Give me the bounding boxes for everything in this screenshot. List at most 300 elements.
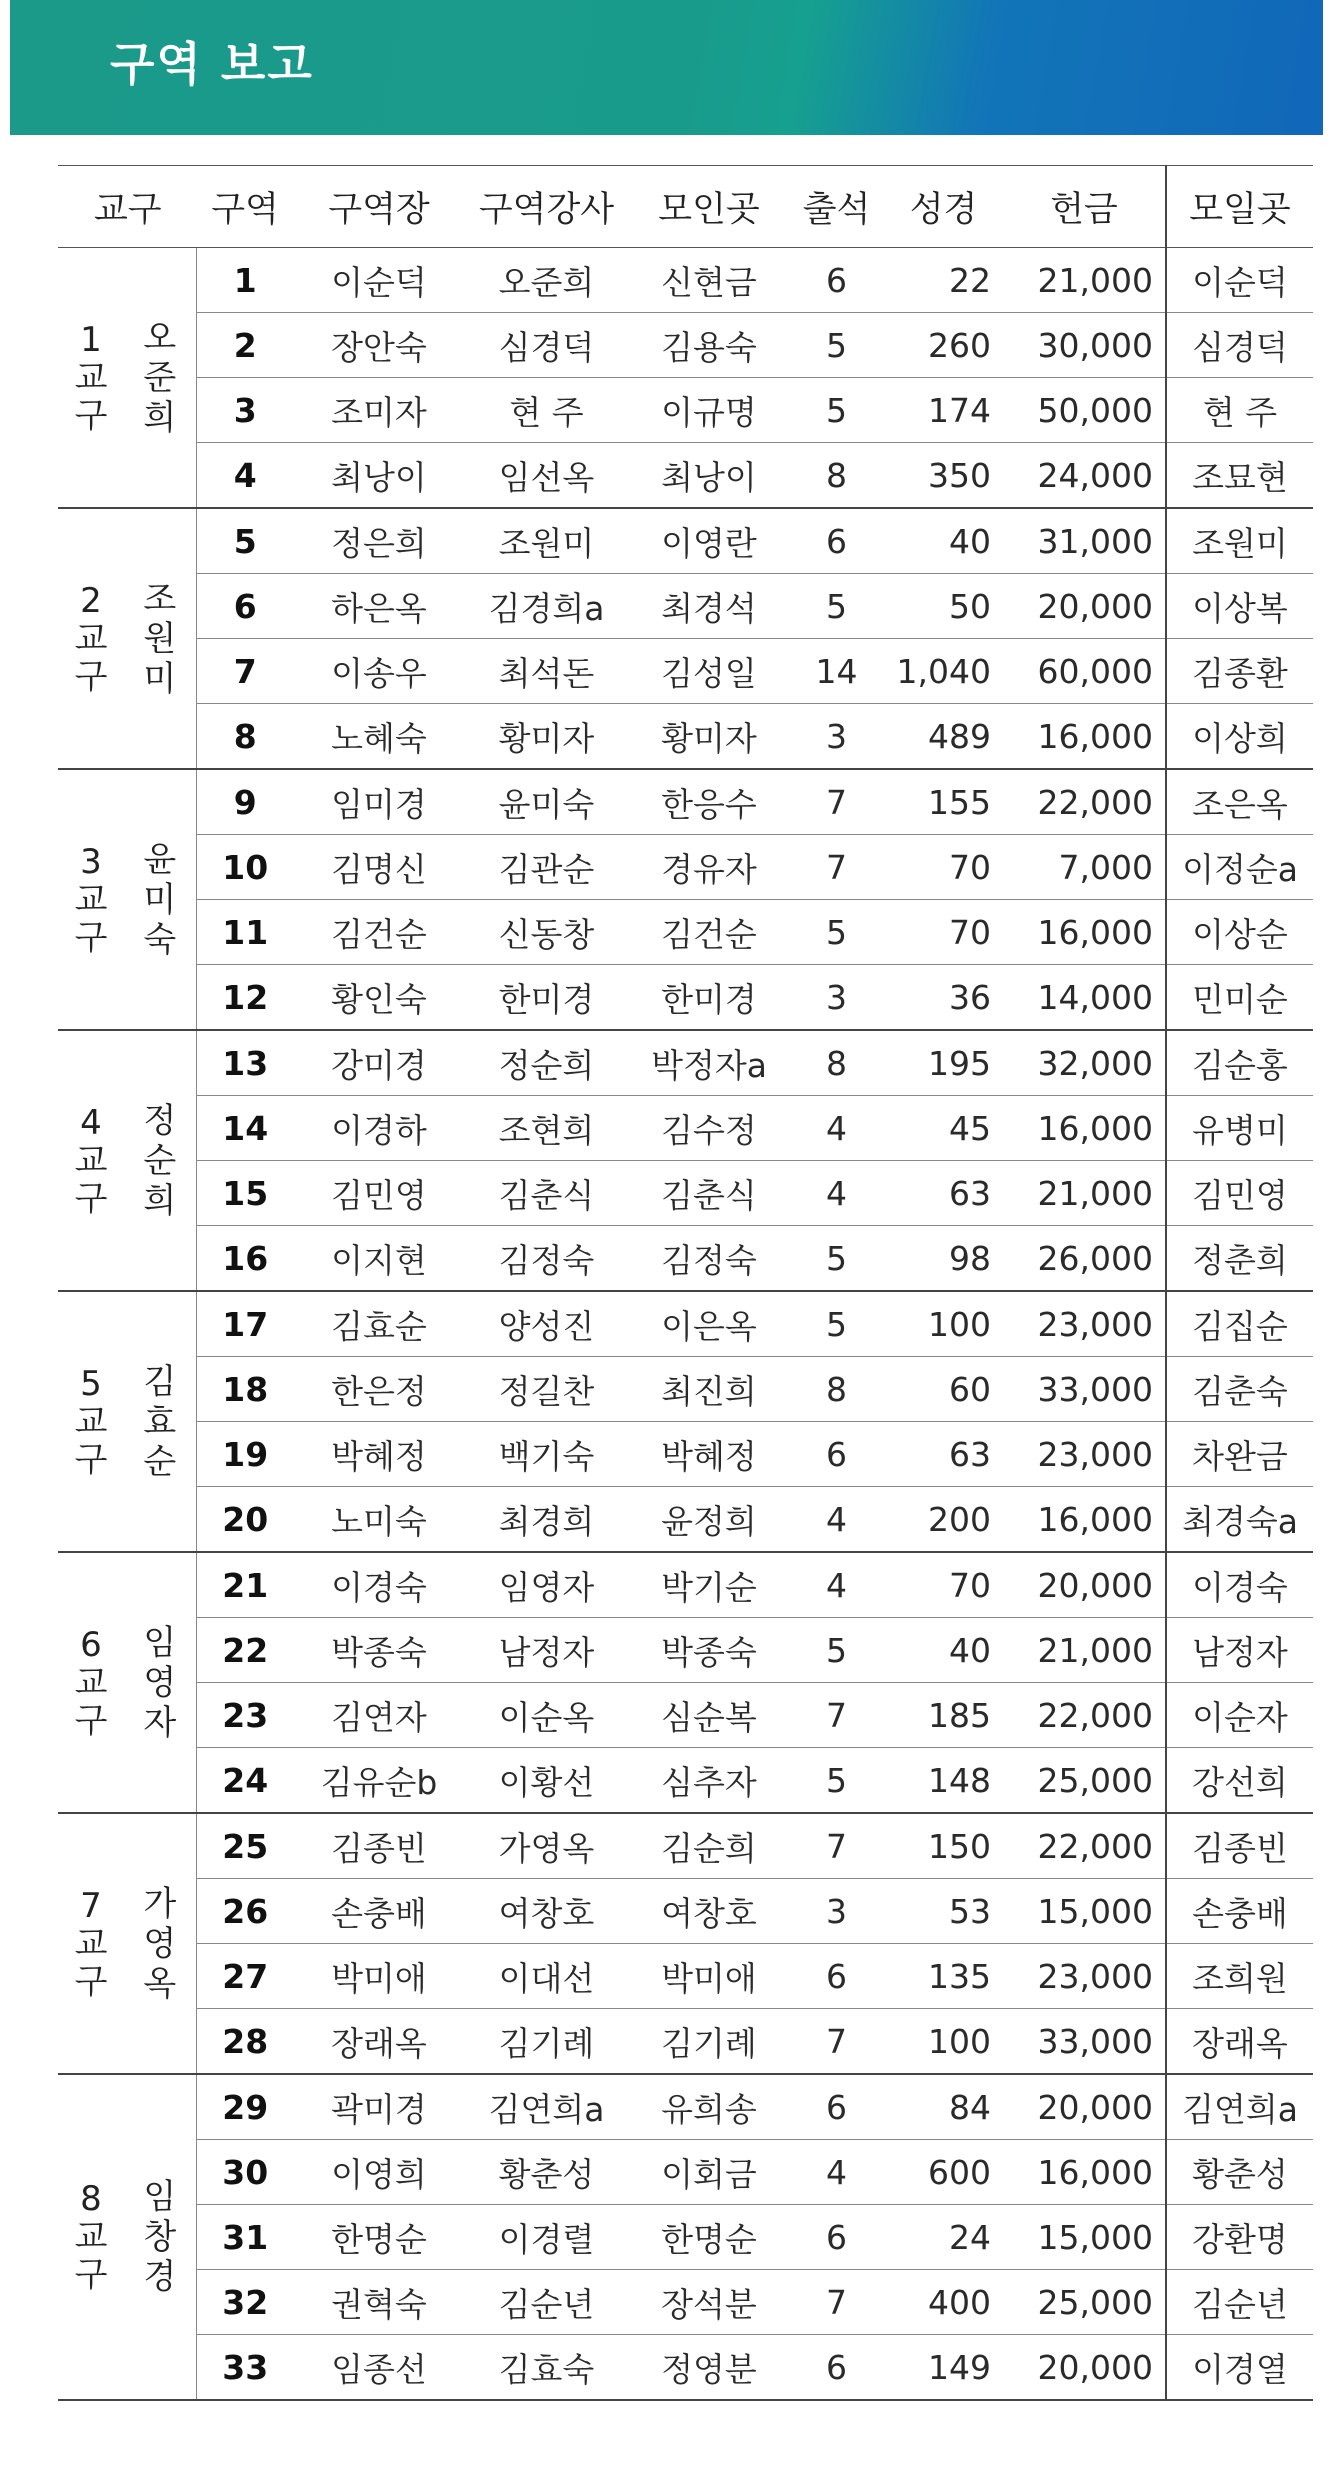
next-place: 이상순 <box>1166 900 1313 965</box>
teacher: 조현희 <box>464 1096 629 1161</box>
table-header <box>58 166 1313 248</box>
next-place: 이순덕 <box>1166 248 1313 313</box>
parish-name: 4 교 구 <box>74 1102 108 1219</box>
bible-count: 40 <box>884 1618 1003 1683</box>
offering: 20,000 <box>1003 574 1166 639</box>
table-row <box>58 1357 1313 1422</box>
next-place: 민미순 <box>1166 965 1313 1031</box>
district-number: 30 <box>196 2140 294 2205</box>
district-number: 29 <box>196 2074 294 2140</box>
parish-label <box>58 769 124 1030</box>
table-row <box>58 965 1313 1031</box>
table-row <box>58 2074 1313 2140</box>
teacher: 정길찬 <box>464 1357 629 1422</box>
district-number: 23 <box>196 1683 294 1748</box>
parish-name: 5 교 구 <box>74 1363 108 1480</box>
column-header-district: 구역 <box>196 166 294 248</box>
offering: 15,000 <box>1003 1879 1166 1944</box>
offering: 20,000 <box>1003 1552 1166 1618</box>
attendance: 5 <box>789 313 884 378</box>
teacher: 임영자 <box>464 1552 629 1618</box>
next-place: 최경숙a <box>1166 1487 1313 1553</box>
district-leader: 김건순 <box>294 900 464 965</box>
bible-count: 70 <box>884 900 1003 965</box>
teacher: 김관순 <box>464 835 629 900</box>
teacher: 오준희 <box>464 248 629 313</box>
district-leader: 박미애 <box>294 1944 464 2009</box>
district-number: 11 <box>196 900 294 965</box>
district-leader: 임미경 <box>294 769 464 835</box>
table-row <box>58 1096 1313 1161</box>
district-leader: 이경숙 <box>294 1552 464 1618</box>
teacher: 이황선 <box>464 1748 629 1814</box>
teacher: 윤미숙 <box>464 769 629 835</box>
district-leader: 조미자 <box>294 378 464 443</box>
attendance: 5 <box>789 378 884 443</box>
page-title: 구역 보고 <box>110 37 314 91</box>
district-number: 32 <box>196 2270 294 2335</box>
bible-count: 100 <box>884 1291 1003 1357</box>
district-number: 17 <box>196 1291 294 1357</box>
bible-count: 195 <box>884 1030 1003 1096</box>
meeting-place: 김춘식 <box>629 1161 789 1226</box>
district-number: 26 <box>196 1879 294 1944</box>
bible-count: 53 <box>884 1879 1003 1944</box>
parish-label <box>58 1552 124 1813</box>
parish-label <box>58 2074 124 2400</box>
parish-leader-name: 임 창 경 <box>143 2177 177 2297</box>
meeting-place: 이은옥 <box>629 1291 789 1357</box>
offering: 22,000 <box>1003 1813 1166 1879</box>
parish-label <box>58 508 124 769</box>
next-place: 장래옥 <box>1166 2009 1313 2075</box>
district-leader: 강미경 <box>294 1030 464 1096</box>
offering: 26,000 <box>1003 1226 1166 1292</box>
parish-label <box>58 1291 124 1552</box>
bible-count: 185 <box>884 1683 1003 1748</box>
meeting-place: 박정자a <box>629 1030 789 1096</box>
next-place: 심경덕 <box>1166 313 1313 378</box>
table-row <box>58 835 1313 900</box>
district-number: 10 <box>196 835 294 900</box>
meeting-place: 경유자 <box>629 835 789 900</box>
district-number: 33 <box>196 2335 294 2401</box>
attendance: 7 <box>789 1683 884 1748</box>
meeting-place: 박혜정 <box>629 1422 789 1487</box>
table-row <box>58 1944 1313 2009</box>
attendance: 8 <box>789 443 884 509</box>
district-leader: 장래옥 <box>294 2009 464 2075</box>
district-leader: 노혜숙 <box>294 704 464 770</box>
parish-leader-name: 정 순 희 <box>143 1100 177 1221</box>
attendance: 3 <box>789 704 884 770</box>
table-row <box>58 1487 1313 1553</box>
district-leader: 하은옥 <box>294 574 464 639</box>
meeting-place: 이규명 <box>629 378 789 443</box>
column-header-meeting-place: 모인곳 <box>629 166 789 248</box>
bible-count: 1,040 <box>884 639 1003 704</box>
table-row <box>58 1552 1313 1618</box>
bible-count: 400 <box>884 2270 1003 2335</box>
parish-leader <box>124 1552 196 1813</box>
meeting-place: 최진희 <box>629 1357 789 1422</box>
next-place: 조원미 <box>1166 508 1313 574</box>
teacher: 심경덕 <box>464 313 629 378</box>
teacher: 양성진 <box>464 1291 629 1357</box>
table-row <box>58 1030 1313 1096</box>
attendance: 6 <box>789 248 884 313</box>
teacher: 김순년 <box>464 2270 629 2335</box>
teacher: 김기례 <box>464 2009 629 2075</box>
table-row <box>58 1683 1313 1748</box>
column-header-district-leader: 구역장 <box>294 166 464 248</box>
attendance: 8 <box>789 1357 884 1422</box>
district-report-table <box>58 165 1313 2401</box>
teacher: 김춘식 <box>464 1161 629 1226</box>
next-place: 손충배 <box>1166 1879 1313 1944</box>
table-row <box>58 639 1313 704</box>
teacher: 정순희 <box>464 1030 629 1096</box>
meeting-place: 박기순 <box>629 1552 789 1618</box>
next-place: 조은옥 <box>1166 769 1313 835</box>
offering: 50,000 <box>1003 378 1166 443</box>
next-place: 김종환 <box>1166 639 1313 704</box>
bible-count: 489 <box>884 704 1003 770</box>
district-leader: 임종선 <box>294 2335 464 2401</box>
table-row <box>58 1291 1313 1357</box>
next-place: 이정순a <box>1166 835 1313 900</box>
bible-count: 100 <box>884 2009 1003 2075</box>
attendance: 6 <box>789 508 884 574</box>
offering: 16,000 <box>1003 704 1166 770</box>
meeting-place: 한미경 <box>629 965 789 1031</box>
next-place: 강환명 <box>1166 2205 1313 2270</box>
offering: 21,000 <box>1003 248 1166 313</box>
bible-count: 45 <box>884 1096 1003 1161</box>
district-number: 6 <box>196 574 294 639</box>
column-header-parish: 교구 <box>58 166 196 248</box>
next-place: 김연희a <box>1166 2074 1313 2140</box>
attendance: 6 <box>789 1422 884 1487</box>
bible-count: 70 <box>884 1552 1003 1618</box>
next-place: 이상희 <box>1166 704 1313 770</box>
meeting-place: 이영란 <box>629 508 789 574</box>
meeting-place: 유희송 <box>629 2074 789 2140</box>
parish-name: 1 교 구 <box>74 319 108 436</box>
teacher: 한미경 <box>464 965 629 1031</box>
district-leader: 황인숙 <box>294 965 464 1031</box>
offering: 20,000 <box>1003 2074 1166 2140</box>
bible-count: 150 <box>884 1813 1003 1879</box>
attendance: 7 <box>789 835 884 900</box>
table-row <box>58 2205 1313 2270</box>
next-place: 황춘성 <box>1166 2140 1313 2205</box>
next-place: 김순년 <box>1166 2270 1313 2335</box>
attendance: 6 <box>789 2335 884 2401</box>
offering: 25,000 <box>1003 1748 1166 1814</box>
bible-count: 174 <box>884 378 1003 443</box>
next-place: 차완금 <box>1166 1422 1313 1487</box>
teacher: 이대선 <box>464 1944 629 2009</box>
offering: 30,000 <box>1003 313 1166 378</box>
bible-count: 60 <box>884 1357 1003 1422</box>
attendance: 3 <box>789 1879 884 1944</box>
table-row <box>58 2270 1313 2335</box>
bible-count: 600 <box>884 2140 1003 2205</box>
attendance: 5 <box>789 1226 884 1292</box>
district-leader: 최낭이 <box>294 443 464 509</box>
district-leader: 노미숙 <box>294 1487 464 1553</box>
district-leader: 이경하 <box>294 1096 464 1161</box>
teacher: 황춘성 <box>464 2140 629 2205</box>
district-number: 15 <box>196 1161 294 1226</box>
bible-count: 63 <box>884 1161 1003 1226</box>
meeting-place: 김수정 <box>629 1096 789 1161</box>
attendance: 4 <box>789 1096 884 1161</box>
parish-name: 3 교 구 <box>74 841 108 958</box>
table-row <box>58 248 1313 313</box>
attendance: 4 <box>789 1487 884 1553</box>
offering: 15,000 <box>1003 2205 1166 2270</box>
offering: 16,000 <box>1003 2140 1166 2205</box>
next-place: 정춘희 <box>1166 1226 1313 1292</box>
district-leader: 한은정 <box>294 1357 464 1422</box>
meeting-place: 김건순 <box>629 900 789 965</box>
table-row <box>58 313 1313 378</box>
column-header-offering: 헌금 <box>1003 166 1166 248</box>
bible-count: 200 <box>884 1487 1003 1553</box>
district-leader: 박종숙 <box>294 1618 464 1683</box>
meeting-place: 한응수 <box>629 769 789 835</box>
table-row <box>58 1422 1313 1487</box>
district-number: 25 <box>196 1813 294 1879</box>
bible-count: 98 <box>884 1226 1003 1292</box>
offering: 60,000 <box>1003 639 1166 704</box>
teacher: 최경희 <box>464 1487 629 1553</box>
parish-name: 8 교 구 <box>74 2179 108 2295</box>
next-place: 김춘숙 <box>1166 1357 1313 1422</box>
attendance: 5 <box>789 1291 884 1357</box>
district-leader: 이지현 <box>294 1226 464 1292</box>
teacher: 황미자 <box>464 704 629 770</box>
attendance: 5 <box>789 574 884 639</box>
teacher: 조원미 <box>464 508 629 574</box>
district-number: 13 <box>196 1030 294 1096</box>
offering: 14,000 <box>1003 965 1166 1031</box>
district-number: 8 <box>196 704 294 770</box>
district-leader: 김명신 <box>294 835 464 900</box>
teacher: 김경희a <box>464 574 629 639</box>
bible-count: 260 <box>884 313 1003 378</box>
next-place: 유병미 <box>1166 1096 1313 1161</box>
attendance: 3 <box>789 965 884 1031</box>
bible-count: 149 <box>884 2335 1003 2401</box>
attendance: 4 <box>789 1161 884 1226</box>
parish-leader-name: 윤 미 숙 <box>143 839 177 960</box>
attendance: 14 <box>789 639 884 704</box>
table-row <box>58 1226 1313 1292</box>
offering: 33,000 <box>1003 2009 1166 2075</box>
district-number: 20 <box>196 1487 294 1553</box>
meeting-place: 장석분 <box>629 2270 789 2335</box>
bible-count: 50 <box>884 574 1003 639</box>
next-place: 이경숙 <box>1166 1552 1313 1618</box>
bible-count: 40 <box>884 508 1003 574</box>
meeting-place: 이회금 <box>629 2140 789 2205</box>
parish-label <box>58 248 124 509</box>
teacher: 최석돈 <box>464 639 629 704</box>
table-row <box>58 574 1313 639</box>
district-leader: 이순덕 <box>294 248 464 313</box>
table-row <box>58 1618 1313 1683</box>
district-number: 24 <box>196 1748 294 1814</box>
district-number: 22 <box>196 1618 294 1683</box>
teacher: 김연희a <box>464 2074 629 2140</box>
offering: 21,000 <box>1003 1618 1166 1683</box>
next-place: 이순자 <box>1166 1683 1313 1748</box>
parish-name: 2 교 구 <box>74 580 108 697</box>
table-row <box>58 704 1313 770</box>
district-number: 21 <box>196 1552 294 1618</box>
table-row <box>58 2009 1313 2075</box>
bible-count: 135 <box>884 1944 1003 2009</box>
table-body <box>58 248 1313 2401</box>
meeting-place: 김순희 <box>629 1813 789 1879</box>
attendance: 8 <box>789 1030 884 1096</box>
teacher: 가영옥 <box>464 1813 629 1879</box>
parish-leader <box>124 2074 196 2400</box>
meeting-place: 최낭이 <box>629 443 789 509</box>
bible-count: 148 <box>884 1748 1003 1814</box>
teacher: 신동창 <box>464 900 629 965</box>
parish-label <box>58 1030 124 1291</box>
district-leader: 손충배 <box>294 1879 464 1944</box>
next-place: 조묘현 <box>1166 443 1313 509</box>
parish-leader-name: 조 원 미 <box>143 578 177 699</box>
district-number: 12 <box>196 965 294 1031</box>
teacher: 현 주 <box>464 378 629 443</box>
meeting-place: 심순복 <box>629 1683 789 1748</box>
meeting-place: 윤정희 <box>629 1487 789 1553</box>
bible-count: 350 <box>884 443 1003 509</box>
offering: 22,000 <box>1003 769 1166 835</box>
parish-leader-name: 가 영 옥 <box>143 1883 177 2004</box>
teacher: 김정숙 <box>464 1226 629 1292</box>
offering: 24,000 <box>1003 443 1166 509</box>
district-number: 19 <box>196 1422 294 1487</box>
offering: 25,000 <box>1003 2270 1166 2335</box>
meeting-place: 김성일 <box>629 639 789 704</box>
next-place: 조희원 <box>1166 1944 1313 2009</box>
attendance: 5 <box>789 1618 884 1683</box>
next-place: 김민영 <box>1166 1161 1313 1226</box>
parish-name: 6 교 구 <box>74 1624 108 1741</box>
offering: 22,000 <box>1003 1683 1166 1748</box>
next-place: 강선희 <box>1166 1748 1313 1814</box>
offering: 20,000 <box>1003 2335 1166 2401</box>
parish-leader <box>124 248 196 509</box>
parish-leader-name: 임 영 자 <box>143 1622 177 1743</box>
meeting-place: 최경석 <box>629 574 789 639</box>
district-number: 18 <box>196 1357 294 1422</box>
district-leader: 김민영 <box>294 1161 464 1226</box>
teacher: 이순옥 <box>464 1683 629 1748</box>
next-place: 이경열 <box>1166 2335 1313 2401</box>
bible-count: 70 <box>884 835 1003 900</box>
teacher: 임선옥 <box>464 443 629 509</box>
teacher: 남정자 <box>464 1618 629 1683</box>
next-place: 현 주 <box>1166 378 1313 443</box>
bible-count: 36 <box>884 965 1003 1031</box>
teacher: 이경렬 <box>464 2205 629 2270</box>
offering: 16,000 <box>1003 1487 1166 1553</box>
district-leader: 장안숙 <box>294 313 464 378</box>
meeting-place: 김기례 <box>629 2009 789 2075</box>
parish-leader <box>124 769 196 1030</box>
district-leader: 김연자 <box>294 1683 464 1748</box>
parish-leader-name: 김 효 순 <box>143 1361 177 1482</box>
bible-count: 24 <box>884 2205 1003 2270</box>
bible-count: 63 <box>884 1422 1003 1487</box>
district-leader: 김효순 <box>294 1291 464 1357</box>
meeting-place: 여창호 <box>629 1879 789 1944</box>
parish-leader-name: 오 준 희 <box>143 317 177 438</box>
meeting-place: 신현금 <box>629 248 789 313</box>
table-row <box>58 1161 1313 1226</box>
parish-leader <box>124 1813 196 2074</box>
district-number: 9 <box>196 769 294 835</box>
district-number: 14 <box>196 1096 294 1161</box>
column-header-attendance: 출석 <box>789 166 884 248</box>
meeting-place: 황미자 <box>629 704 789 770</box>
column-header-teacher: 구역강사 <box>464 166 629 248</box>
teacher: 김효숙 <box>464 2335 629 2401</box>
district-leader: 곽미경 <box>294 2074 464 2140</box>
attendance: 7 <box>789 2270 884 2335</box>
next-place: 김순홍 <box>1166 1030 1313 1096</box>
offering: 23,000 <box>1003 1291 1166 1357</box>
meeting-place: 박미애 <box>629 1944 789 2009</box>
attendance: 7 <box>789 769 884 835</box>
table-row <box>58 2335 1313 2401</box>
district-leader: 이송우 <box>294 639 464 704</box>
offering: 33,000 <box>1003 1357 1166 1422</box>
bible-count: 155 <box>884 769 1003 835</box>
bible-count: 84 <box>884 2074 1003 2140</box>
meeting-place: 박종숙 <box>629 1618 789 1683</box>
parish-leader <box>124 1291 196 1552</box>
table-row <box>58 900 1313 965</box>
meeting-place: 김용숙 <box>629 313 789 378</box>
district-leader: 한명순 <box>294 2205 464 2270</box>
offering: 23,000 <box>1003 1944 1166 2009</box>
table-row <box>58 378 1313 443</box>
table-row <box>58 1813 1313 1879</box>
next-place: 김종빈 <box>1166 1813 1313 1879</box>
parish-leader <box>124 1030 196 1291</box>
attendance: 5 <box>789 900 884 965</box>
attendance: 4 <box>789 1552 884 1618</box>
district-leader: 권혁숙 <box>294 2270 464 2335</box>
attendance: 5 <box>789 1748 884 1814</box>
next-place: 남정자 <box>1166 1618 1313 1683</box>
attendance: 6 <box>789 2205 884 2270</box>
district-number: 28 <box>196 2009 294 2075</box>
next-place: 이상복 <box>1166 574 1313 639</box>
district-leader: 정은희 <box>294 508 464 574</box>
table-row <box>58 2140 1313 2205</box>
district-leader: 박혜정 <box>294 1422 464 1487</box>
